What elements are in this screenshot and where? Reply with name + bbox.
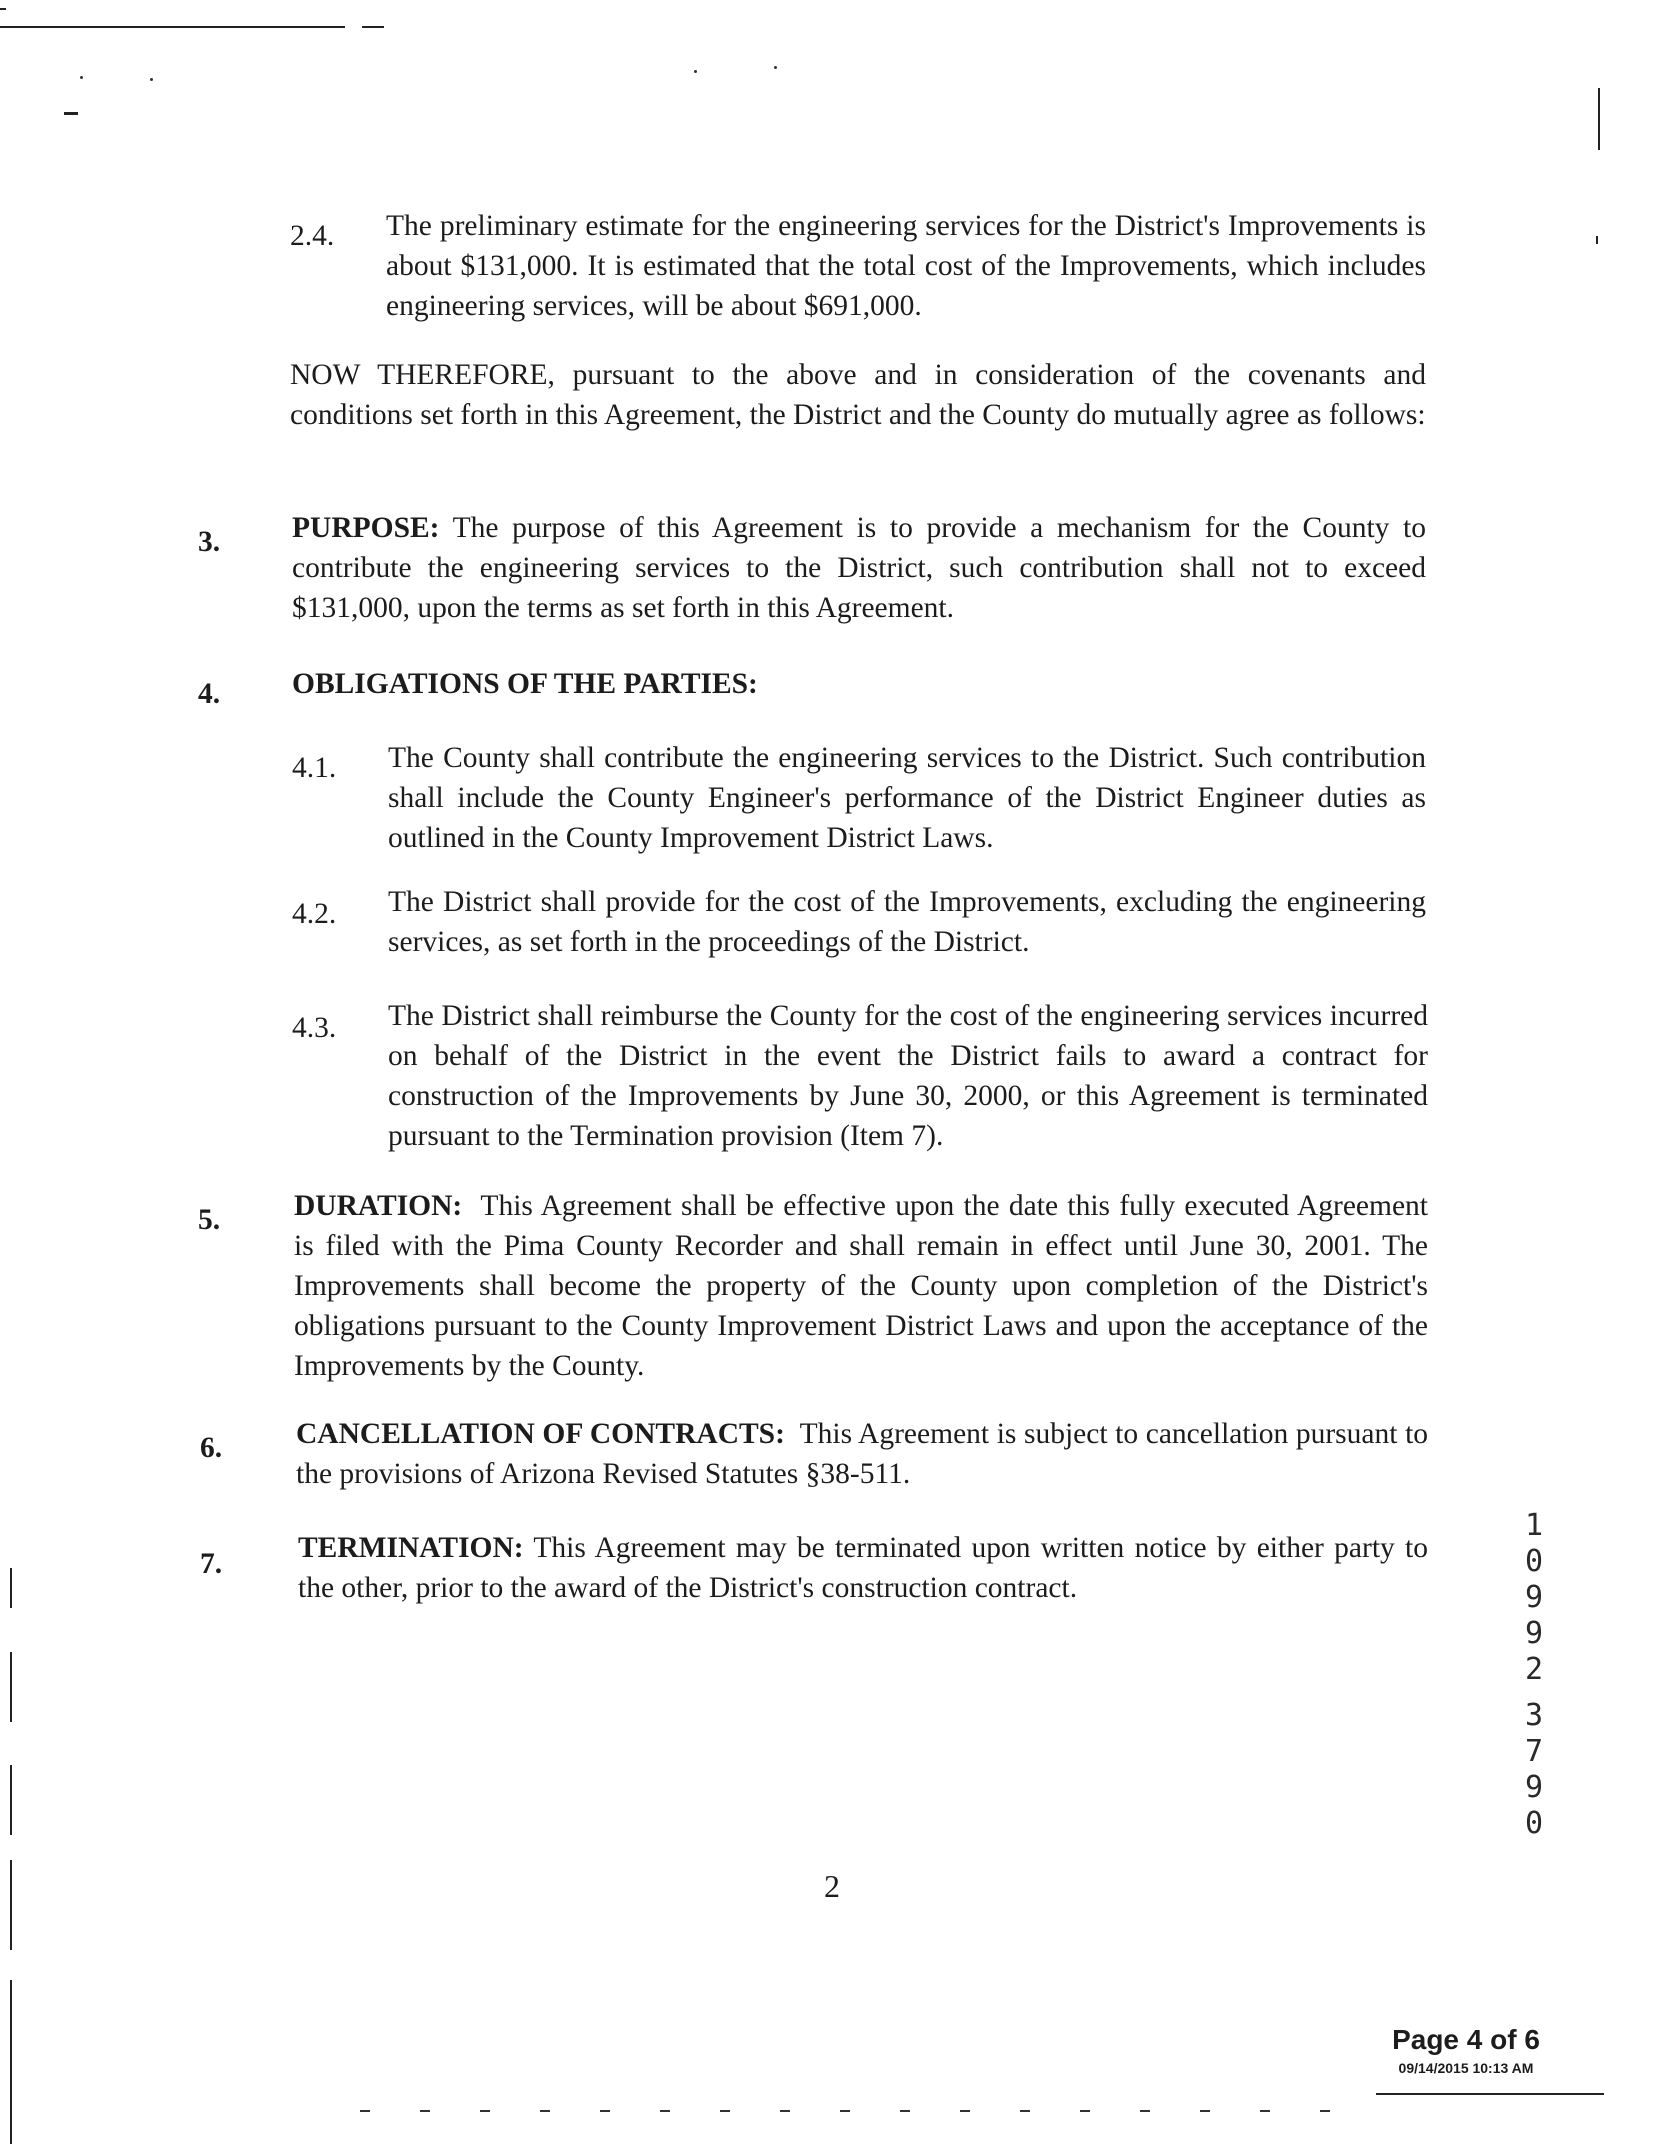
scan-artifact-line: [10, 1980, 12, 2144]
scan-artifact-line: [10, 1652, 12, 1722]
scan-artifact-line: [1376, 2093, 1604, 2095]
recorder-stamp-top: [1514, 1508, 1554, 1688]
stamp-digit: 9: [1524, 1770, 1544, 1805]
scan-artifact-line: [1598, 88, 1600, 150]
footer-page-label: Page 4 of 6: [1392, 2024, 1540, 2055]
item-text: The District shall reimburse the County for the cost of the engineering services incurred on behalf of the District in the event the District fails to award a contract for construction of the Improvements by June 30, 2000, or this Agreement is terminated pursuant to the Termination provision (Item 7).: [388, 1000, 1428, 1152]
item-text: The County shall contribute the engineering services to the District. Such contribution shall include the County Engineer's performance of the District Engineer duties as outlined in the County Improvement District Laws.: [388, 742, 1426, 854]
section-heading: DURATION:: [294, 1190, 463, 1222]
recorder-stamp-bottom: [1514, 1698, 1554, 1842]
item-number: 4.1.: [292, 752, 337, 784]
section-paragraph: [292, 508, 1426, 628]
stamp-digit: 1: [1524, 1508, 1544, 1543]
scan-artifact-line: [0, 8, 6, 10]
section-text: The purpose of this Agreement is to provide a mechanism for the County to contribute the engineering services to the District, such contribution shall not to exceed $131,000, upon the terms as set forth in this Agreement.: [292, 512, 1426, 624]
scan-artifact-line: [10, 1568, 12, 1608]
scan-artifact-dot: [774, 66, 777, 69]
section-heading: TERMINATION:: [298, 1532, 524, 1564]
section-heading: OBLIGATIONS OF THE PARTIES:: [292, 668, 758, 700]
stamp-digit: 3: [1524, 1698, 1544, 1733]
stamp-digit: 2: [1524, 1652, 1544, 1687]
item-text: The District shall provide for the cost of the Improvements, excluding the engineering services, as set forth in the proceedings of the District.: [388, 886, 1426, 958]
section-heading: CANCELLATION OF CONTRACTS:: [296, 1418, 785, 1450]
scan-artifact-line: [10, 1765, 12, 1835]
section-number: 6.: [200, 1432, 223, 1464]
scan-artifact-dot: [80, 76, 83, 79]
footer-timestamp: 09/14/2015 10:13 AM: [1398, 2060, 1534, 2076]
scan-artifact-line: [360, 2110, 1340, 2112]
section-number: 7.: [200, 1548, 223, 1580]
scan-artifact-line: [64, 112, 78, 115]
stamp-digit: 0: [1524, 1806, 1544, 1841]
section-heading: PURPOSE:: [292, 512, 440, 544]
section-text: This Agreement may be terminated upon written notice by either party to the other, prior to the award of the District's construction contract.: [298, 1532, 1428, 1604]
stamp-digit: 0: [1524, 1544, 1544, 1579]
section-number: 4.: [198, 678, 221, 710]
item-number: 2.4.: [290, 220, 335, 252]
section-paragraph: [294, 1186, 1428, 1386]
item-text: The preliminary estimate for the engineering services for the District's Improvements is about $131,000. It is estimated that the total cost of the Improvements, which includes engineering services, will be about $691,000.: [386, 210, 1426, 322]
section-number: 3.: [198, 526, 221, 558]
page-number: 2: [824, 1868, 840, 1904]
scan-artifact-line: [362, 26, 384, 28]
scan-artifact-line: [0, 26, 345, 28]
scan-artifact-dot: [150, 78, 153, 81]
stamp-digit: 9: [1524, 1616, 1544, 1651]
section-number: 5.: [198, 1204, 221, 1236]
now-therefore-paragraph: NOW THEREFORE, pursuant to the above and in consideration of the covenants and conditions set forth in this Agreement, the District and the County do mutually agree as follows:: [290, 359, 1426, 431]
scan-artifact-dot: [694, 70, 697, 73]
section-paragraph: [298, 1528, 1428, 1608]
item-number: 4.2.: [292, 898, 337, 930]
section-text: This Agreement shall be effective upon the date this fully executed Agreement is filed with the Pima County Recorder and shall remain in effect until June 30, 2001. The Improvements shall become the property of the County upon completion of the District's obligations pursuant to the County Improvement District Laws and upon the acceptance of the Improvements by the County.: [294, 1190, 1429, 1382]
section-text: This Agreement is subject to cancellation pursuant to the provisions of Arizona Revised Statutes §38-511.: [296, 1418, 1429, 1490]
stamp-digit: 7: [1524, 1734, 1544, 1769]
stamp-digit: 9: [1524, 1580, 1544, 1615]
section-paragraph: [296, 1414, 1428, 1494]
item-number: 4.3.: [292, 1012, 337, 1044]
scan-artifact-line: [1596, 236, 1598, 244]
